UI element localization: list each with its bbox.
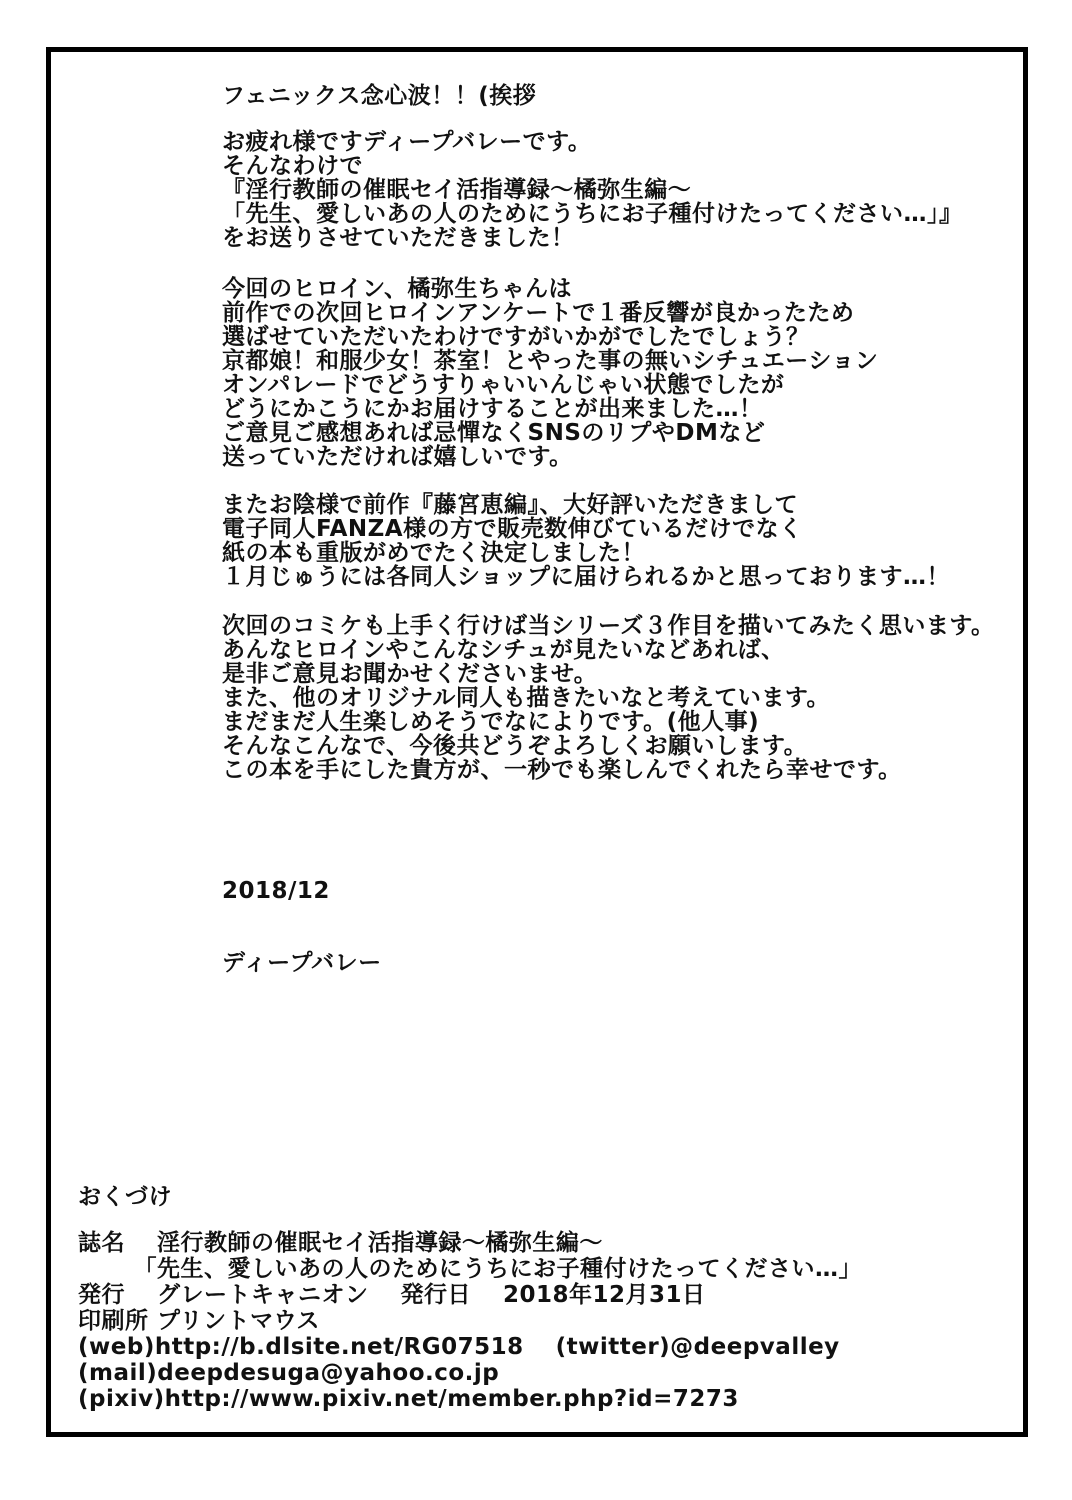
text-line: をお送りさせていただきました！ bbox=[222, 225, 575, 251]
text-line: 印刷所 プリントマウス bbox=[78, 1308, 320, 1334]
text-line: 今回のヒロイン、橘弥生ちゃんは bbox=[222, 276, 572, 302]
text-line: (pixiv)http://www.pixiv.net/member.php?id=7273 bbox=[78, 1386, 739, 1412]
text-line: (web)http://b.dlsite.net/RG07518 (twitter)@deepvalley bbox=[78, 1334, 840, 1360]
text-line: 紙の本も重版がめでたく決定しました！ bbox=[222, 540, 645, 566]
greeting-line: フェニックス念心波！！(挨拶 bbox=[222, 83, 537, 109]
signoff-block bbox=[222, 831, 382, 1023]
colophon-heading: おくづけ bbox=[78, 1184, 172, 1210]
intro-paragraph bbox=[222, 130, 963, 250]
text-line: 次回のコミケも上手く行けば当シリーズ３作目を描いてみたく思います。 bbox=[222, 613, 995, 639]
text-line: またお陰様で前作『藤宮恵編』、大好評いただきまして bbox=[222, 492, 798, 518]
text-line: 『淫行教師の催眠セイ活指導録～橘弥生編～ bbox=[222, 177, 692, 203]
text-line: また、他のオリジナル同人も描きたいなと考えています。 bbox=[222, 685, 831, 711]
text-line: まだまだ人生楽しめそうでなによりです。(他人事) bbox=[222, 709, 760, 735]
colophon-body bbox=[78, 1230, 862, 1412]
signoff-author: ディープバレー bbox=[222, 950, 382, 976]
heroine-paragraph bbox=[222, 277, 878, 469]
text-line: どうにかこうにかお届けすることが出来ました…！ bbox=[222, 396, 763, 422]
text-line: 選ばせていただいたわけですがいかがでしたでしょう？ bbox=[222, 324, 810, 350]
future-plans-paragraph bbox=[222, 614, 995, 782]
text-line: お疲れ様ですディープバレーです。 bbox=[222, 129, 592, 155]
text-line: 誌名 淫行教師の催眠セイ活指導録～橘弥生編～ bbox=[78, 1230, 603, 1256]
text-line: １月じゅうには各同人ショップに届けられるかと思っております…！ bbox=[222, 564, 951, 590]
text-line: そんなわけで bbox=[222, 153, 363, 179]
text-line: 「先生、愛しいあの人のためにうちにお子種付けたってください…」 bbox=[78, 1256, 863, 1282]
text-line: オンパレードでどうすりゃいいんじゃい状態でしたが bbox=[222, 372, 785, 398]
text-line: 是非ご意見お聞かせくださいませ。 bbox=[222, 661, 598, 687]
text-line: 「先生、愛しいあの人のためにうちにお子種付けたってください…」』 bbox=[222, 201, 963, 227]
text-line: この本を手にした貴方が、一秒でも楽しんでくれたら幸せです。 bbox=[222, 757, 902, 783]
text-line: 送っていただければ嬉しいです。 bbox=[222, 444, 573, 470]
text-line: あんなヒロインやこんなシチュが見たいなどあれば、 bbox=[222, 637, 785, 663]
text-line: 京都娘！和服少女！茶室！とやった事の無いシチュエーション bbox=[222, 348, 879, 374]
text-line: 電子同人FANZA様の方で販売数伸びているだけでなく bbox=[222, 516, 803, 542]
signoff-date: 2018/12 bbox=[222, 878, 330, 904]
text-line: 前作での次回ヒロインアンケートで１番反響が良かったため bbox=[222, 300, 855, 326]
reprint-paragraph bbox=[222, 493, 950, 589]
text-line: ご意見ご感想あれば忌憚なくSNSのリプやDMなど bbox=[222, 420, 766, 446]
text-line: そんなこんなで、今後共どうぞよろしくお願いします。 bbox=[222, 733, 808, 759]
text-line: (mail)deepdesuga@yahoo.co.jp bbox=[78, 1360, 500, 1386]
text-line: 発行 グレートキャニオン 発行日 2018年12月31日 bbox=[78, 1282, 706, 1308]
